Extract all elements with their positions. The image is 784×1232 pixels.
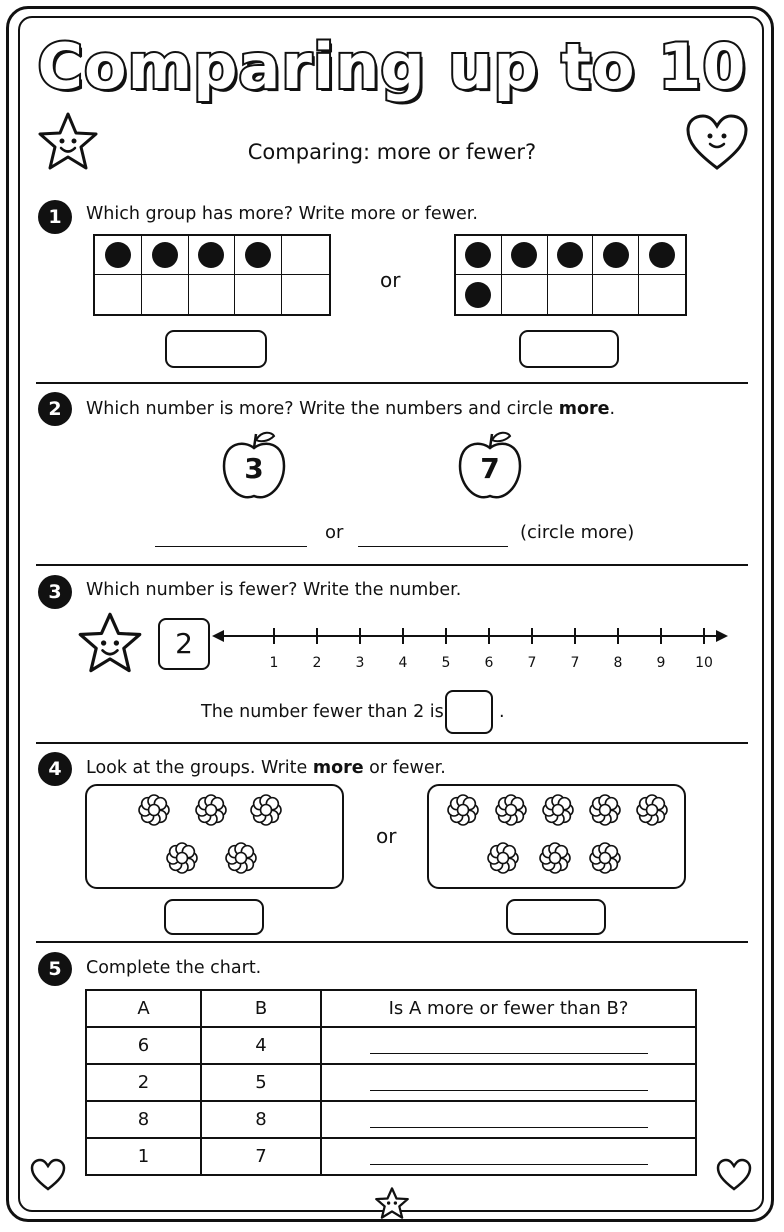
cell-a: 6	[86, 1027, 201, 1064]
cell-b: 8	[201, 1101, 321, 1138]
question-number-4: 4	[38, 752, 72, 786]
cell-a: 8	[86, 1101, 201, 1138]
answer-cell[interactable]	[321, 1027, 696, 1064]
question-4-text: Look at the groups. Write more or fewer.	[86, 758, 446, 778]
answer-box-left[interactable]	[164, 899, 264, 935]
question-2-text: Which number is more? Write the numbers and circle more.	[86, 399, 616, 419]
table-row	[86, 1138, 696, 1175]
fewer-sentence: The number fewer than 2 is	[201, 702, 444, 722]
comparison-chart	[85, 989, 697, 1176]
question-number-5: 5	[38, 952, 72, 986]
or-label: or	[325, 522, 344, 543]
table-row	[86, 1101, 696, 1138]
worksheet-subtitle: Comparing: more or fewer?	[247, 140, 537, 164]
flower-icon	[496, 795, 526, 825]
answer-cell[interactable]	[321, 1064, 696, 1101]
number-line-label: 10	[695, 655, 713, 671]
question-3-text: Which number is fewer? Write the number.	[86, 580, 462, 600]
circle-more-hint: (circle more)	[520, 522, 635, 543]
flower-icon	[488, 843, 518, 873]
question-number-3: 3	[38, 575, 72, 609]
question-1-text: Which group has more? Write more or fewer.	[86, 204, 478, 224]
answer-box-right[interactable]	[506, 899, 606, 935]
number-line-label: 3	[355, 655, 365, 671]
period: .	[499, 702, 505, 722]
flower-icon	[251, 795, 281, 825]
number-line-label: 2	[312, 655, 322, 671]
or-label: or	[380, 268, 401, 292]
number-line-label: 9	[656, 655, 666, 671]
cell-b: 4	[201, 1027, 321, 1064]
header-a: A	[86, 990, 201, 1027]
section-divider	[36, 941, 748, 943]
flower-icon	[590, 795, 620, 825]
apple-number-left: 3	[244, 452, 264, 485]
answer-cell[interactable]	[321, 1138, 696, 1175]
flower-icon	[139, 795, 169, 825]
chart-header-row	[86, 990, 696, 1027]
flower-icon	[637, 795, 667, 825]
number-line-label: 5	[441, 655, 451, 671]
number-line-label: 7	[570, 655, 580, 671]
flower-icon	[448, 795, 478, 825]
flower-icon	[543, 795, 573, 825]
flower-icon	[167, 843, 197, 873]
question-number-2: 2	[38, 392, 72, 426]
cell-b: 7	[201, 1138, 321, 1175]
or-label: or	[376, 824, 397, 848]
header-b: B	[201, 990, 321, 1027]
question-5-text: Complete the chart.	[86, 958, 262, 978]
answer-cell[interactable]	[321, 1101, 696, 1138]
boxed-number: 2	[158, 618, 210, 670]
number-line-label: 1	[269, 655, 279, 671]
table-row	[86, 1027, 696, 1064]
worksheet-title: Comparing up to 10	[37, 30, 747, 103]
question-number-1: 1	[38, 200, 72, 234]
cell-a: 2	[86, 1064, 201, 1101]
table-row	[86, 1064, 696, 1101]
flower-icon	[196, 795, 226, 825]
number-line-label: 4	[398, 655, 408, 671]
number-line-label: 8	[613, 655, 623, 671]
flower-icon	[540, 843, 570, 873]
flower-icon	[226, 843, 256, 873]
number-line-label: 6	[484, 655, 494, 671]
cell-a: 1	[86, 1138, 201, 1175]
apple-number-right: 7	[480, 452, 500, 485]
number-line-label: 7	[527, 655, 537, 671]
flower-icon	[590, 843, 620, 873]
header-question: Is A more or fewer than B?	[321, 990, 696, 1027]
cell-b: 5	[201, 1064, 321, 1101]
